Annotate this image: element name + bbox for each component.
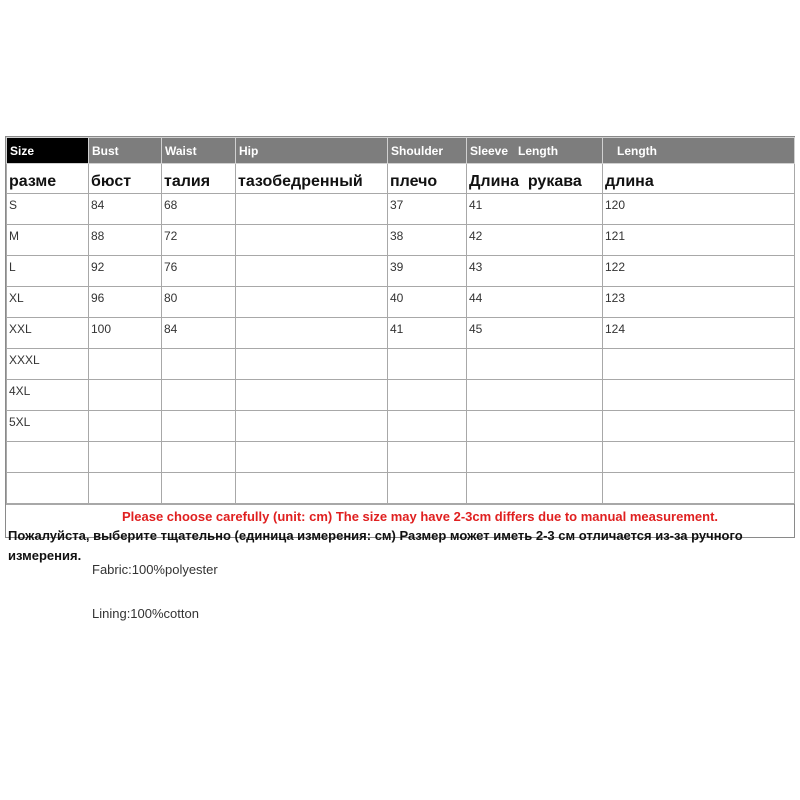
table-cell bbox=[236, 442, 388, 473]
table-row bbox=[7, 194, 795, 225]
table-cell bbox=[236, 411, 388, 442]
table-row bbox=[7, 411, 795, 442]
table-cell: 84 bbox=[89, 194, 162, 225]
header-ru-sleeve-length: Длина рукава bbox=[467, 164, 603, 194]
size-chart bbox=[5, 136, 795, 563]
table-row bbox=[7, 287, 795, 318]
table-cell bbox=[467, 349, 603, 380]
table-cell bbox=[162, 349, 236, 380]
header-ru-waist: талия bbox=[162, 164, 236, 194]
table-cell: 120 bbox=[603, 194, 795, 225]
fabric-info: Fabric:100%polyester bbox=[92, 562, 218, 577]
table-cell: 84 bbox=[162, 318, 236, 349]
table-cell bbox=[89, 380, 162, 411]
header-ru-bust: бюст bbox=[89, 164, 162, 194]
table-cell bbox=[162, 442, 236, 473]
table-cell: 76 bbox=[162, 256, 236, 287]
table-cell: 45 bbox=[467, 318, 603, 349]
header-ru-shoulder: плечо bbox=[388, 164, 467, 194]
table-cell bbox=[89, 442, 162, 473]
table-cell: L bbox=[7, 256, 89, 287]
header-row-russian bbox=[7, 164, 795, 194]
table-cell bbox=[603, 349, 795, 380]
table-cell: 92 bbox=[89, 256, 162, 287]
table-cell bbox=[89, 349, 162, 380]
table-cell: 38 bbox=[388, 225, 467, 256]
table-row bbox=[7, 318, 795, 349]
header-row-english bbox=[7, 138, 795, 164]
header-size: Size bbox=[7, 138, 89, 164]
header-bust: Bust bbox=[89, 138, 162, 164]
table-cell bbox=[388, 473, 467, 504]
table-cell: 80 bbox=[162, 287, 236, 318]
table-cell: 124 bbox=[603, 318, 795, 349]
table-cell bbox=[467, 411, 603, 442]
table-cell: 39 bbox=[388, 256, 467, 287]
table-row bbox=[7, 442, 795, 473]
table-cell bbox=[388, 442, 467, 473]
table-cell bbox=[89, 411, 162, 442]
header-ru-length: длина bbox=[603, 164, 795, 194]
table-cell: 121 bbox=[603, 225, 795, 256]
table-cell bbox=[236, 287, 388, 318]
note-english: Please choose carefully (unit: cm) The size may have 2-3cm differs due to manual measurement. bbox=[121, 509, 719, 524]
table-row bbox=[7, 380, 795, 411]
table-cell bbox=[467, 473, 603, 504]
table-cell: 44 bbox=[467, 287, 603, 318]
table-cell bbox=[162, 380, 236, 411]
table-cell bbox=[388, 380, 467, 411]
table-cell: 68 bbox=[162, 194, 236, 225]
header-ru-size: разме bbox=[7, 164, 89, 194]
table-cell: 41 bbox=[467, 194, 603, 225]
table-cell bbox=[236, 473, 388, 504]
table-cell bbox=[467, 442, 603, 473]
table-cell: 96 bbox=[89, 287, 162, 318]
table-cell bbox=[603, 380, 795, 411]
note-russian: Пожалуйста, выберите тщательно (единица измерения: см) Размер может иметь 2-3 см отличается из-за ручного измерения. bbox=[8, 528, 743, 563]
table-cell bbox=[467, 380, 603, 411]
table-cell: 41 bbox=[388, 318, 467, 349]
header-ru-hip: тазобедренный bbox=[236, 164, 388, 194]
table-cell bbox=[236, 349, 388, 380]
lining-info: Lining:100%cotton bbox=[92, 606, 199, 621]
table-cell: 42 bbox=[467, 225, 603, 256]
table-row bbox=[7, 349, 795, 380]
table-cell: 122 bbox=[603, 256, 795, 287]
table-cell bbox=[388, 411, 467, 442]
table-cell: M bbox=[7, 225, 89, 256]
table-cell: S bbox=[7, 194, 89, 225]
table-cell: XXL bbox=[7, 318, 89, 349]
table-cell bbox=[236, 256, 388, 287]
measurement-note bbox=[6, 504, 794, 566]
table-cell bbox=[603, 411, 795, 442]
header-waist: Waist bbox=[162, 138, 236, 164]
table-cell bbox=[236, 318, 388, 349]
table-cell: 37 bbox=[388, 194, 467, 225]
header-length: Length bbox=[603, 138, 795, 164]
table-cell bbox=[236, 380, 388, 411]
table-cell bbox=[236, 194, 388, 225]
table-cell bbox=[236, 225, 388, 256]
table-row bbox=[7, 225, 795, 256]
table-cell bbox=[162, 473, 236, 504]
table-row bbox=[7, 473, 795, 504]
table-cell bbox=[7, 442, 89, 473]
table-cell bbox=[162, 411, 236, 442]
table-cell: 4XL bbox=[7, 380, 89, 411]
table-cell: XL bbox=[7, 287, 89, 318]
table-cell: XXXL bbox=[7, 349, 89, 380]
size-table bbox=[6, 137, 795, 504]
header-shoulder: Shoulder bbox=[388, 138, 467, 164]
table-cell bbox=[7, 473, 89, 504]
table-cell: 123 bbox=[603, 287, 795, 318]
table-cell: 40 bbox=[388, 287, 467, 318]
table-cell bbox=[603, 473, 795, 504]
header-sleeve-length: Sleeve Length bbox=[467, 138, 603, 164]
table-cell: 72 bbox=[162, 225, 236, 256]
table-cell: 5XL bbox=[7, 411, 89, 442]
table-cell: 100 bbox=[89, 318, 162, 349]
table-cell bbox=[89, 473, 162, 504]
table-cell: 43 bbox=[467, 256, 603, 287]
table-cell bbox=[388, 349, 467, 380]
header-hip: Hip bbox=[236, 138, 388, 164]
table-row bbox=[7, 256, 795, 287]
table-cell bbox=[603, 442, 795, 473]
table-cell: 88 bbox=[89, 225, 162, 256]
